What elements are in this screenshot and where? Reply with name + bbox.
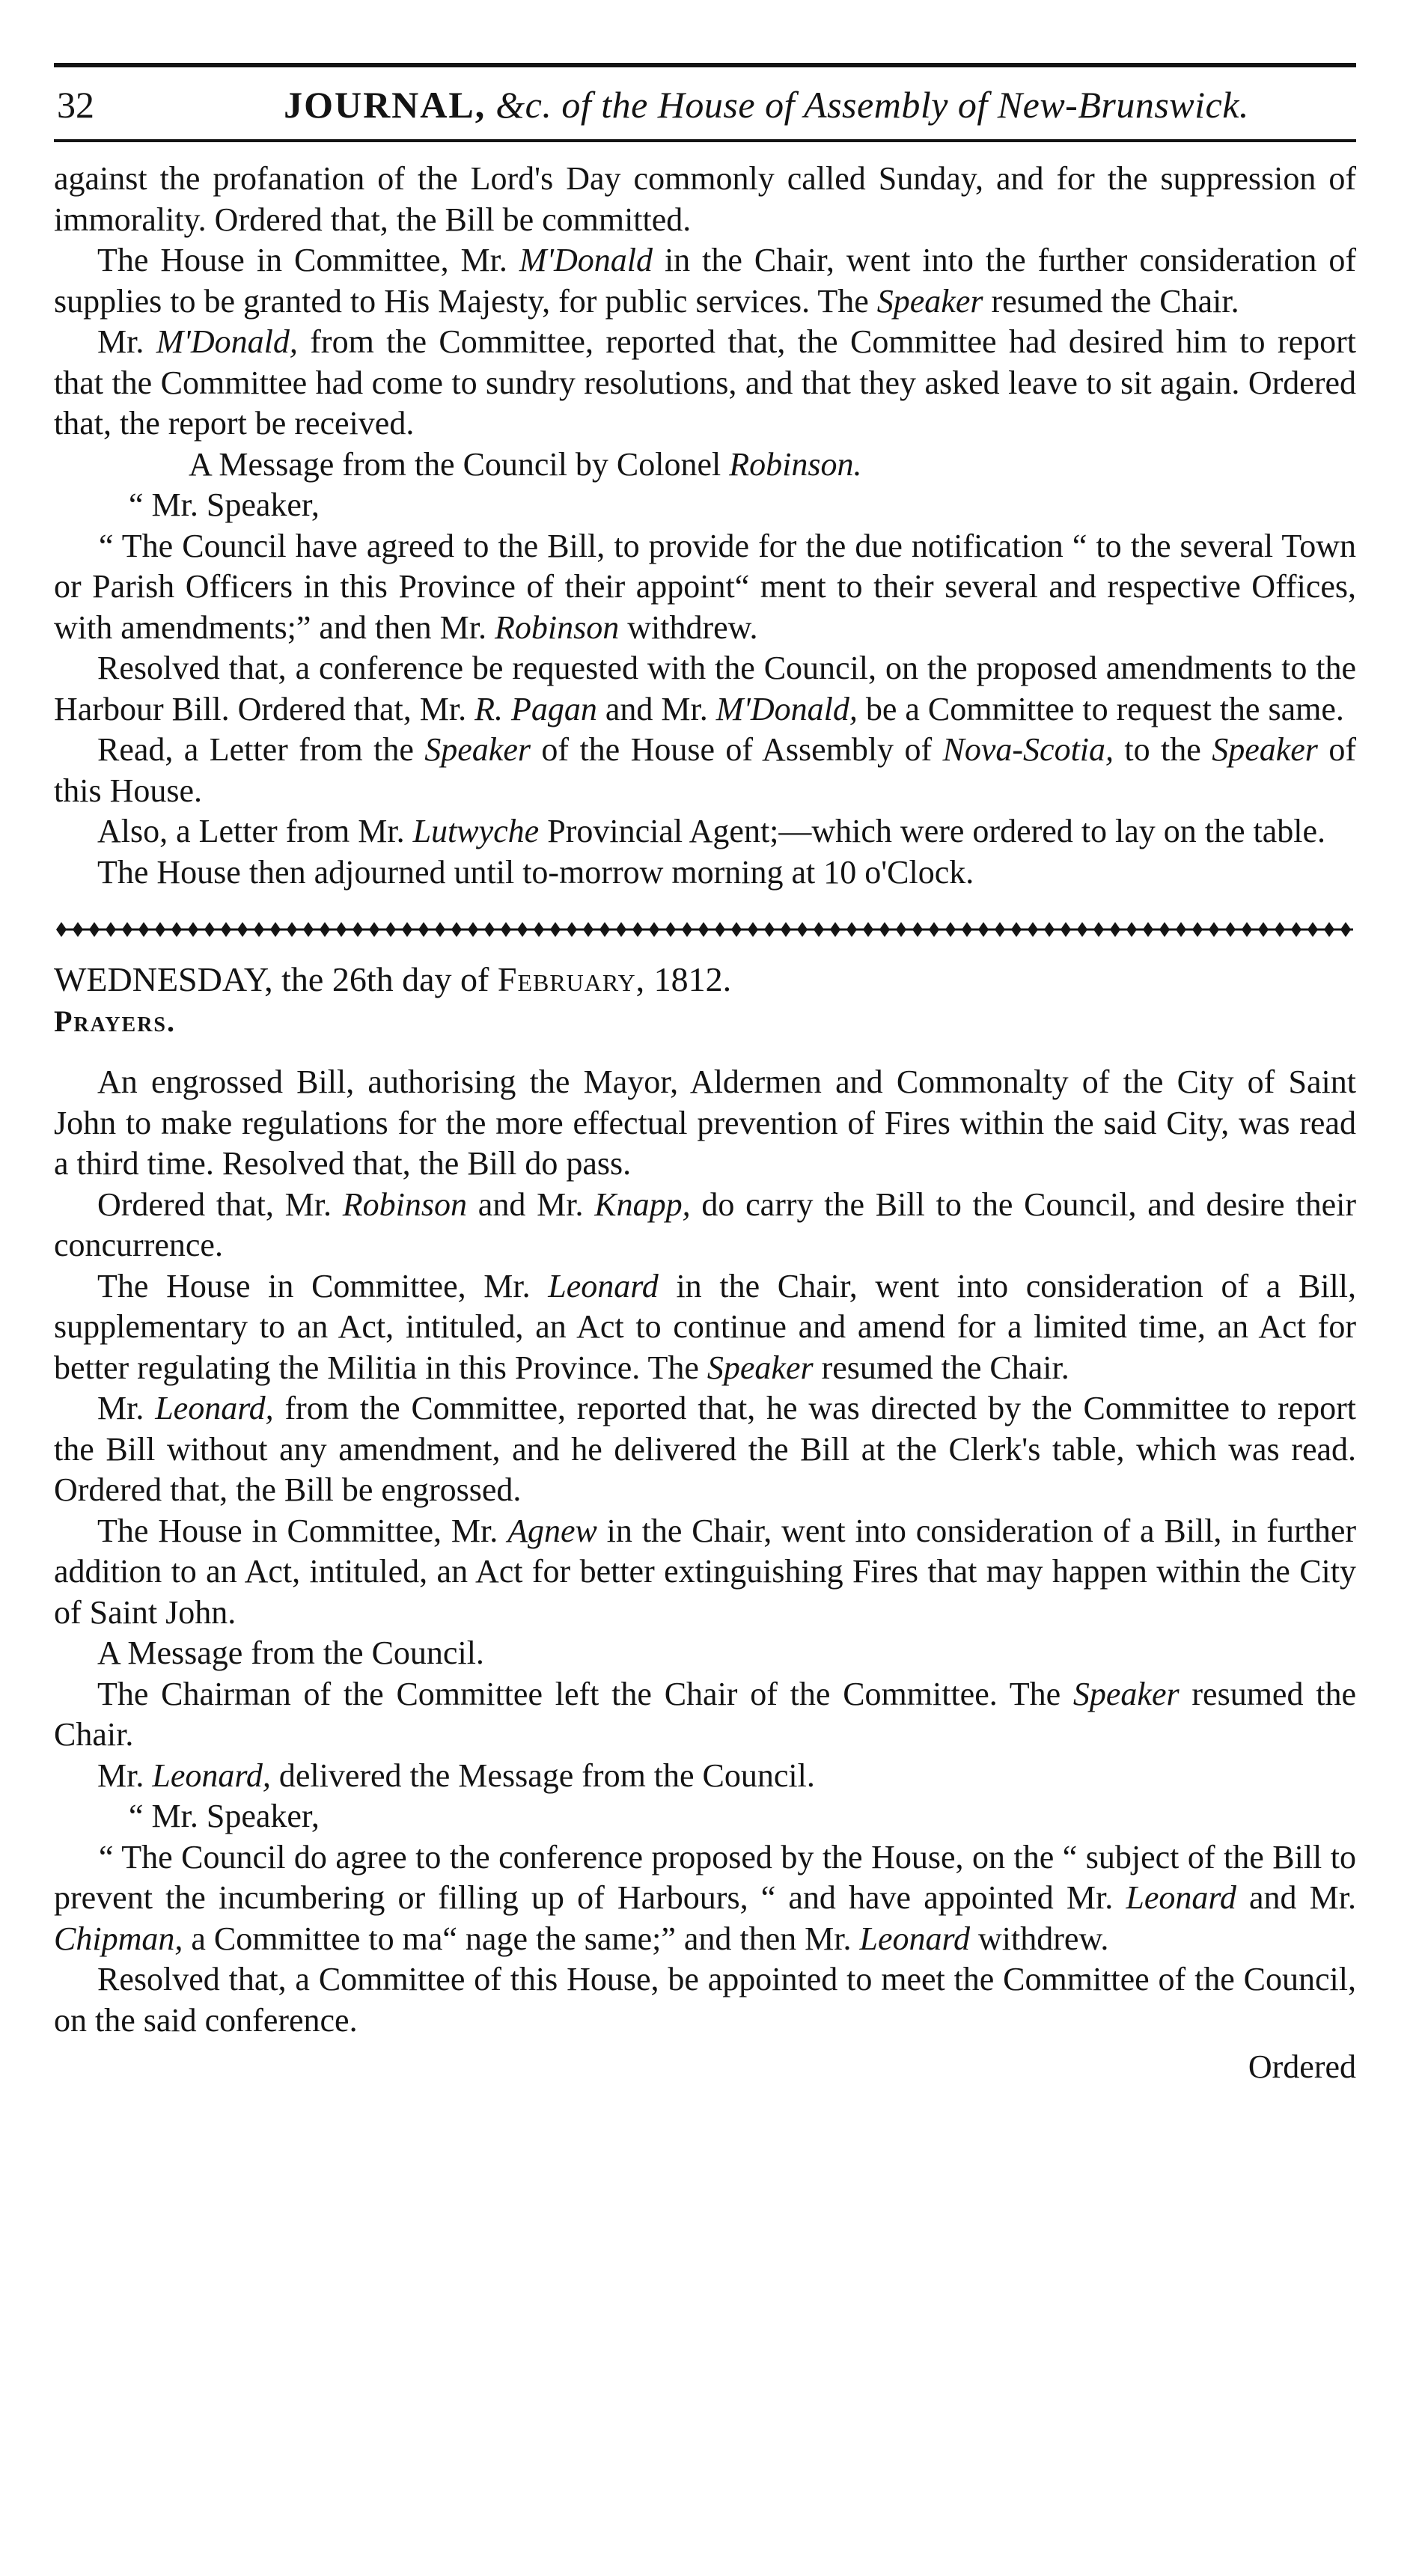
divider-diamond xyxy=(550,922,561,937)
divider-diamond xyxy=(1061,922,1071,937)
divider-diamond xyxy=(501,922,511,937)
divider-diamond xyxy=(1093,922,1104,937)
paragraph xyxy=(54,445,1356,486)
divider-diamond xyxy=(188,922,198,937)
ornamental-divider-graphic xyxy=(54,918,1356,941)
text-run: Mr. xyxy=(97,1756,153,1794)
person-name: M'Donald, xyxy=(156,323,298,360)
person-name: Leonard xyxy=(1126,1879,1236,1916)
divider-diamond xyxy=(303,922,314,937)
speaker-title: Speaker xyxy=(707,1349,814,1386)
divider-diamond xyxy=(484,922,495,937)
quoted-message xyxy=(54,1837,1356,1960)
text-run: and Mr. xyxy=(467,1185,595,1223)
text-run: resumed the Chair. xyxy=(813,1349,1069,1386)
paragraph xyxy=(54,240,1356,322)
divider-diamond xyxy=(270,922,281,937)
text-run: “ The Council do agree to the conference proposed by the House, on the “ subject of the Bill to prevent the incumbering or filling up of Harbours, “ and have appointed Mr. xyxy=(54,1838,1356,1916)
text-run: of the House of Assembly of xyxy=(530,731,943,768)
divider-diamond xyxy=(863,922,873,937)
divider-diamond xyxy=(583,922,593,937)
divider-diamond xyxy=(665,922,676,937)
running-title-rest: &c. of the House of Assembly of New-Brunswick. xyxy=(486,84,1249,126)
salutation: “ Mr. Speaker, xyxy=(129,486,320,523)
paragraph: Resolved that, a Committee of this House, be appointed to meet the Committee of the Council, on the said conference. xyxy=(54,1961,1356,2039)
divider-diamond xyxy=(517,922,528,937)
divider-diamond xyxy=(731,922,742,937)
place-name: Nova-Scotia, xyxy=(942,731,1114,768)
paragraph xyxy=(54,1756,1356,1797)
divider-diamond xyxy=(1340,922,1351,937)
divider-diamond xyxy=(1192,922,1203,937)
text-run: Mr. xyxy=(97,323,156,360)
divider-diamond xyxy=(336,922,347,937)
text-run: and Mr. xyxy=(596,690,716,727)
text-run: delivered the Message from the Council. xyxy=(270,1756,815,1794)
speaker-title: Speaker xyxy=(1072,1675,1180,1712)
person-name: Robinson. xyxy=(729,445,862,483)
divider-diamond xyxy=(418,922,429,937)
person-name: Leonard xyxy=(859,1920,971,1957)
divider-diamond xyxy=(155,922,165,937)
paragraph xyxy=(54,322,1356,445)
divider-diamond xyxy=(830,922,840,937)
prayers-label: Prayers. xyxy=(54,1004,176,1038)
divider-diamond xyxy=(1143,922,1153,937)
divider-diamond xyxy=(1011,922,1022,937)
text-run: and Mr. xyxy=(1236,1879,1356,1916)
divider-diamond xyxy=(616,922,626,937)
text-run: 1812. xyxy=(645,960,732,998)
running-title-journal: JOURNAL, xyxy=(284,84,486,126)
divider-diamond xyxy=(106,922,116,937)
person-name: R. Pagan xyxy=(474,690,597,727)
text-run: Ordered that, Mr. xyxy=(97,1185,343,1223)
paragraph xyxy=(54,1388,1356,1511)
ornamental-divider xyxy=(54,918,1356,941)
divider-diamond xyxy=(171,922,182,937)
person-name: M'Donald, xyxy=(715,690,858,727)
divider-diamond xyxy=(1159,922,1170,937)
text-run: The House in Committee, Mr. xyxy=(97,1512,508,1549)
divider-diamond xyxy=(89,922,100,937)
text-run: “ The Council have agreed to the Bill, to provide for the due notification “ to the several Town or Parish Officers in this Province of their appoint“ ment to their several and respective Offices, with amendments;” and then Mr. xyxy=(54,527,1356,646)
text-run: resumed the Chair. xyxy=(983,282,1239,320)
person-name: Robinson xyxy=(342,1185,468,1223)
divider-diamond xyxy=(385,922,396,937)
divider-diamond xyxy=(929,922,939,937)
text-run: The Chairman of the Committee left the Chair of the Committee. The xyxy=(97,1675,1073,1712)
text-run: Also, a Letter from Mr. xyxy=(97,813,413,849)
paragraph: A Message from the Council. xyxy=(97,1635,484,1671)
speaker-title: Speaker xyxy=(1212,731,1318,768)
divider-diamond xyxy=(1176,922,1186,937)
month-name: February, xyxy=(497,960,646,998)
running-title xyxy=(177,75,1356,135)
divider-diamond xyxy=(978,922,989,937)
divider-diamond xyxy=(1077,922,1087,937)
divider-diamond xyxy=(287,922,297,937)
divider-diamond xyxy=(1044,922,1055,937)
paragraph xyxy=(54,1511,1356,1634)
day-heading xyxy=(54,959,1356,1001)
person-name: Lutwyche xyxy=(412,813,540,849)
text-run: WEDNESDAY, the 26th day of xyxy=(54,960,498,998)
divider-diamond xyxy=(879,922,890,937)
text-run: resumed the Chair. xyxy=(54,1675,1356,1753)
paragraph: The House then adjourned until to-morrow morning at 10 o'Clock. xyxy=(97,853,974,891)
divider-diamond xyxy=(1258,922,1269,937)
divider-diamond xyxy=(1225,922,1236,937)
person-name: Robinson xyxy=(495,608,620,646)
divider-diamond xyxy=(764,922,775,937)
paragraph xyxy=(54,1266,1356,1389)
divider-diamond xyxy=(797,922,808,937)
divider-diamond xyxy=(237,922,248,937)
person-name: Leonard, xyxy=(152,1756,271,1794)
text-run: The House in Committee, Mr. xyxy=(97,1267,549,1304)
divider-diamond xyxy=(254,922,264,937)
text-run: The House in Committee, Mr. xyxy=(97,242,519,278)
catchword: Ordered xyxy=(1248,2048,1356,2085)
divider-diamond xyxy=(122,922,132,937)
journal-page xyxy=(54,63,1356,2087)
divider-diamond xyxy=(1110,922,1120,937)
divider-diamond xyxy=(1275,922,1285,937)
text-run: from the Committee, reported that, the Committee had desired him to report that the Committee had come to sundry resolutions, and that they asked leave to sit again. Ordered that, the report be received. xyxy=(54,323,1356,442)
text-run: in the Chair, went into consideration of a Bill, supplementary to an Act, intituled, an Act to continue and amend for a limited time, an Act for better regulating the Militia in this Province. The xyxy=(54,1267,1356,1386)
paragraph xyxy=(54,648,1356,730)
text-run: do carry the Bill to the Council, and desire their concurrence. xyxy=(54,1185,1356,1263)
paragraph xyxy=(54,1674,1356,1756)
divider-diamond xyxy=(221,922,231,937)
divider-diamond xyxy=(353,922,363,937)
person-name: Knapp, xyxy=(594,1185,691,1223)
paragraph: An engrossed Bill, authorising the Mayor, Aldermen and Commonalty of the City of Saint John to make regulations for the more effectual prevention of Fires within the said City, was read a third time. Resolved that, the Bill do pass. xyxy=(54,1063,1356,1182)
paragraph xyxy=(54,730,1356,811)
divider-diamond xyxy=(715,922,725,937)
divider-diamond xyxy=(435,922,445,937)
text-run: from the Committee, reported that, he was directed by the Committee to report the Bill without any amendment, and he delivered the Bill at the Clerk's table, which was read. Ordered that, the Bill be engrossed. xyxy=(54,1390,1357,1508)
text-run: Provincial Agent;—which were ordered to lay on the table. xyxy=(539,813,1326,849)
running-header xyxy=(54,75,1356,135)
text-run: A Message from the Council by Colonel xyxy=(189,445,730,483)
text-run: in the Chair, went into consideration of a Bill, in further addition to an Act, intituled, an Act for better extinguishing Fires that may happen within the City of Saint John. xyxy=(54,1512,1357,1631)
person-name: M'Donald xyxy=(519,242,653,278)
divider-diamond xyxy=(56,922,67,937)
divider-diamond xyxy=(567,922,577,937)
divider-diamond xyxy=(1324,922,1334,937)
text-run: withdrew. xyxy=(970,1920,1109,1957)
divider-diamond xyxy=(945,922,956,937)
divider-diamond xyxy=(1028,922,1038,937)
divider-diamond xyxy=(632,922,643,937)
divider-diamond xyxy=(682,922,692,937)
divider-diamond xyxy=(599,922,610,937)
paragraph xyxy=(54,811,1356,852)
page-number: 32 xyxy=(57,84,94,126)
divider-diamond xyxy=(846,922,857,937)
divider-diamond xyxy=(748,922,758,937)
text-run: Read, a Letter from the xyxy=(97,731,425,768)
divider-diamond xyxy=(962,922,972,937)
person-name: Leonard, xyxy=(155,1390,274,1426)
paragraph: against the profanation of the Lord's Day commonly called Sunday, and for the suppression of immorality. Ordered that, the Bill be committed. xyxy=(54,160,1356,238)
text-run: in the Chair, went into the further consideration of supplies to be granted to His Majesty, for public services. The xyxy=(54,242,1357,320)
text-run: a Committee to ma“ nage the same;” and then Mr. xyxy=(183,1920,860,1957)
divider-diamond xyxy=(1307,922,1318,937)
divider-diamond xyxy=(781,922,791,937)
divider-diamond xyxy=(1242,922,1252,937)
divider-diamond xyxy=(698,922,709,937)
divider-diamond xyxy=(896,922,906,937)
divider-diamond xyxy=(649,922,659,937)
quoted-message xyxy=(54,526,1356,649)
text-run: of this House. xyxy=(54,731,1356,809)
paragraph xyxy=(54,1185,1356,1266)
header-top-rule xyxy=(54,63,1356,67)
salutation: “ Mr. Speaker, xyxy=(129,1798,320,1834)
speaker-title: Speaker xyxy=(876,282,983,320)
person-name: Chipman, xyxy=(54,1920,183,1957)
divider-diamond xyxy=(468,922,478,937)
speaker-title: Speaker xyxy=(424,731,531,768)
divider-diamond xyxy=(995,922,1005,937)
text-run: to the xyxy=(1114,731,1212,768)
person-name: Agnew xyxy=(507,1512,597,1549)
text-run: Mr. xyxy=(97,1390,156,1426)
text-run: Resolved that, a conference be requested with the Council, on the proposed amendments to the Harbour Bill. Ordered that, Mr. xyxy=(54,650,1356,727)
divider-diamond xyxy=(320,922,330,937)
divider-diamond xyxy=(912,922,923,937)
divider-diamond xyxy=(451,922,462,937)
divider-diamond xyxy=(204,922,215,937)
divider-diamond xyxy=(1291,922,1302,937)
divider-diamond xyxy=(369,922,379,937)
journal-body xyxy=(54,159,1356,2087)
divider-diamond xyxy=(814,922,824,937)
divider-diamond xyxy=(534,922,544,937)
divider-diamond xyxy=(1126,922,1137,937)
text-run: be a Committee to request the same. xyxy=(857,690,1344,727)
text-run: withdrew. xyxy=(619,608,758,646)
divider-diamond xyxy=(1209,922,1219,937)
divider-diamond xyxy=(138,922,149,937)
person-name: Leonard xyxy=(548,1267,659,1304)
divider-diamond xyxy=(73,922,83,937)
divider-diamond xyxy=(402,922,412,937)
header-bottom-rule xyxy=(54,139,1356,142)
